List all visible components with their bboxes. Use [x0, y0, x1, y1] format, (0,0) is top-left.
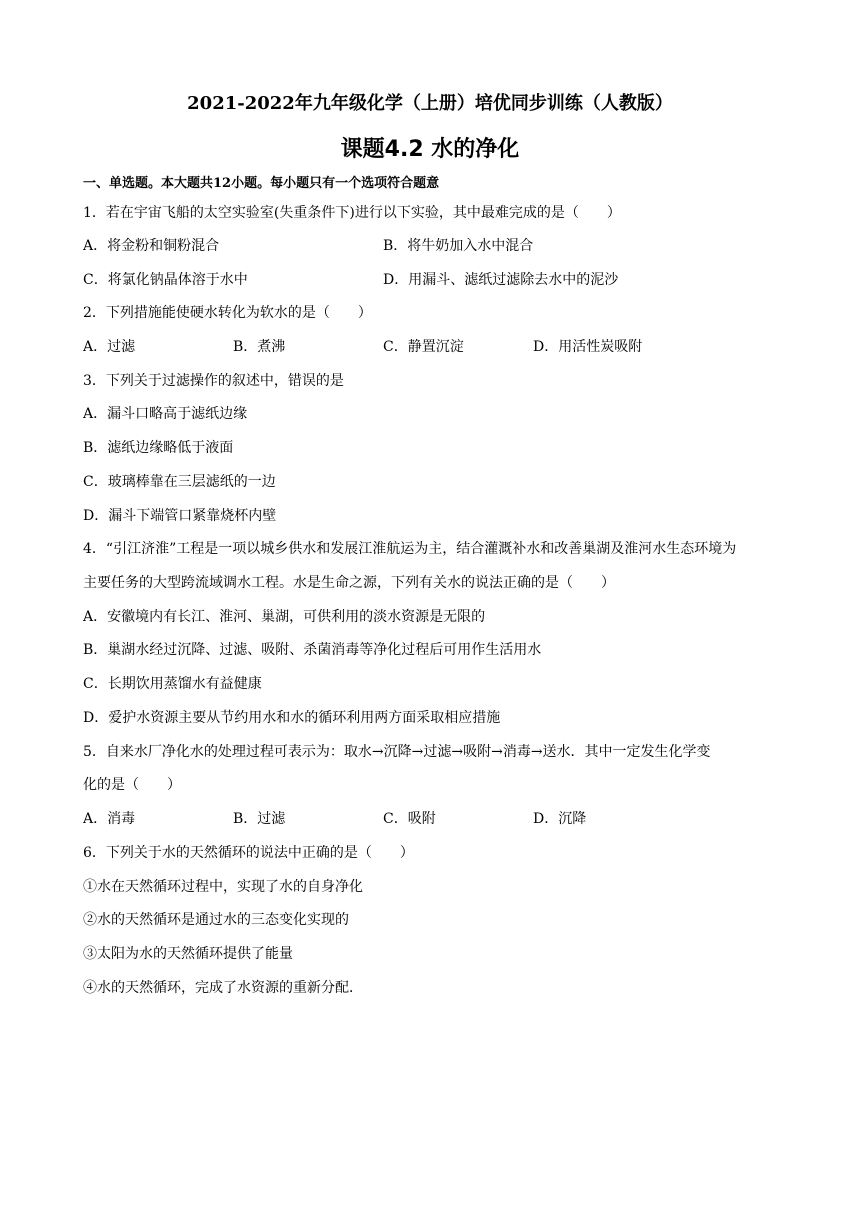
question-2-option-b: B．煮沸 — [233, 339, 286, 355]
question-1-option-d: D．用漏斗、滤纸过滤除去水中的泥沙 — [383, 272, 619, 288]
question-4-stem-line-1: 4．“引江济淮”工程是一项以城乡供水和发展江淮航运为主，结合灌溉补水和改善巢湖及淮河水生态环境为 — [83, 541, 737, 557]
document-title: 2021-2022年九年级化学（上册）培优同步训练（人教版） — [187, 93, 673, 114]
question-5-stem-line-1: 5．自来水厂净化水的处理过程可表示为：取水→沉降→过滤→吸附→消毒→送水．其中一定发生化学变 — [83, 744, 711, 760]
question-4-option-a: A．安徽境内有长江、淮河、巢湖，可供利用的淡水资源是无限的 — [83, 609, 486, 625]
question-4-stem-line-2: 主要任务的大型跨流域调水工程。水是生命之源，下列有关水的说法正确的是（ ） — [83, 575, 615, 591]
question-4-option-b: B．巢湖水经过沉降、过滤、吸附、杀菌消毒等净化过程后可用作生活用水 — [83, 642, 542, 658]
question-6-statement-1: ①水在天然循环过程中，实现了水的自身净化 — [83, 879, 363, 895]
question-5-option-b: B．过滤 — [233, 811, 286, 827]
question-2-option-c: C．静置沉淀 — [383, 339, 464, 355]
question-6-statement-2: ②水的天然循环是通过水的三态变化实现的 — [83, 912, 349, 928]
question-5-option-a: A．消毒 — [83, 811, 136, 827]
question-1-option-b: B．将牛奶加入水中混合 — [383, 238, 534, 254]
question-3-option-c: C．玻璃棒靠在三层滤纸的一边 — [83, 474, 276, 490]
question-3-option-b: B．滤纸边缘略低于液面 — [83, 440, 234, 456]
question-2-option-a: A．过滤 — [83, 339, 136, 355]
question-1-option-a: A．将金粉和铜粉混合 — [83, 238, 220, 254]
lesson-title: 课题4.2 水的净化 — [340, 137, 520, 162]
question-6-statement-4: ④水的天然循环，完成了水资源的重新分配． — [83, 980, 363, 996]
question-1-option-c: C．将氯化钠晶体溶于水中 — [83, 272, 248, 288]
question-2-stem: 2．下列措施能使硬水转化为软水的是（ ） — [83, 305, 372, 321]
question-6-statement-3: ③太阳为水的天然循环提供了能量 — [83, 946, 293, 962]
question-3-option-a: A．漏斗口略高于滤纸边缘 — [83, 406, 248, 422]
question-4-option-d: D．爱护水资源主要从节约用水和水的循环利用两方面采取相应措施 — [83, 710, 501, 726]
question-6-stem: 6．下列关于水的天然循环的说法中正确的是（ ） — [83, 845, 414, 861]
question-5-option-c: C．吸附 — [383, 811, 436, 827]
question-3-stem: 3．下列关于过滤操作的叙述中，错误的是 — [83, 373, 344, 389]
question-1-stem: 1．若在宇宙飞船的太空实验室(失重条件下)进行以下实验，其中最难完成的是（ ） — [83, 205, 621, 221]
question-4-option-c: C．长期饮用蒸馏水有益健康 — [83, 676, 262, 692]
question-5-option-d: D．沉降 — [533, 811, 587, 827]
question-5-stem-line-2: 化的是（ ） — [83, 777, 181, 793]
question-3-option-d: D．漏斗下端管口紧靠烧杯内壁 — [83, 508, 277, 524]
question-2-option-d: D．用活性炭吸附 — [533, 339, 643, 355]
section-heading: 一、单选题。本大题共12小题。每小题只有一个选项符合题意 — [83, 176, 440, 191]
